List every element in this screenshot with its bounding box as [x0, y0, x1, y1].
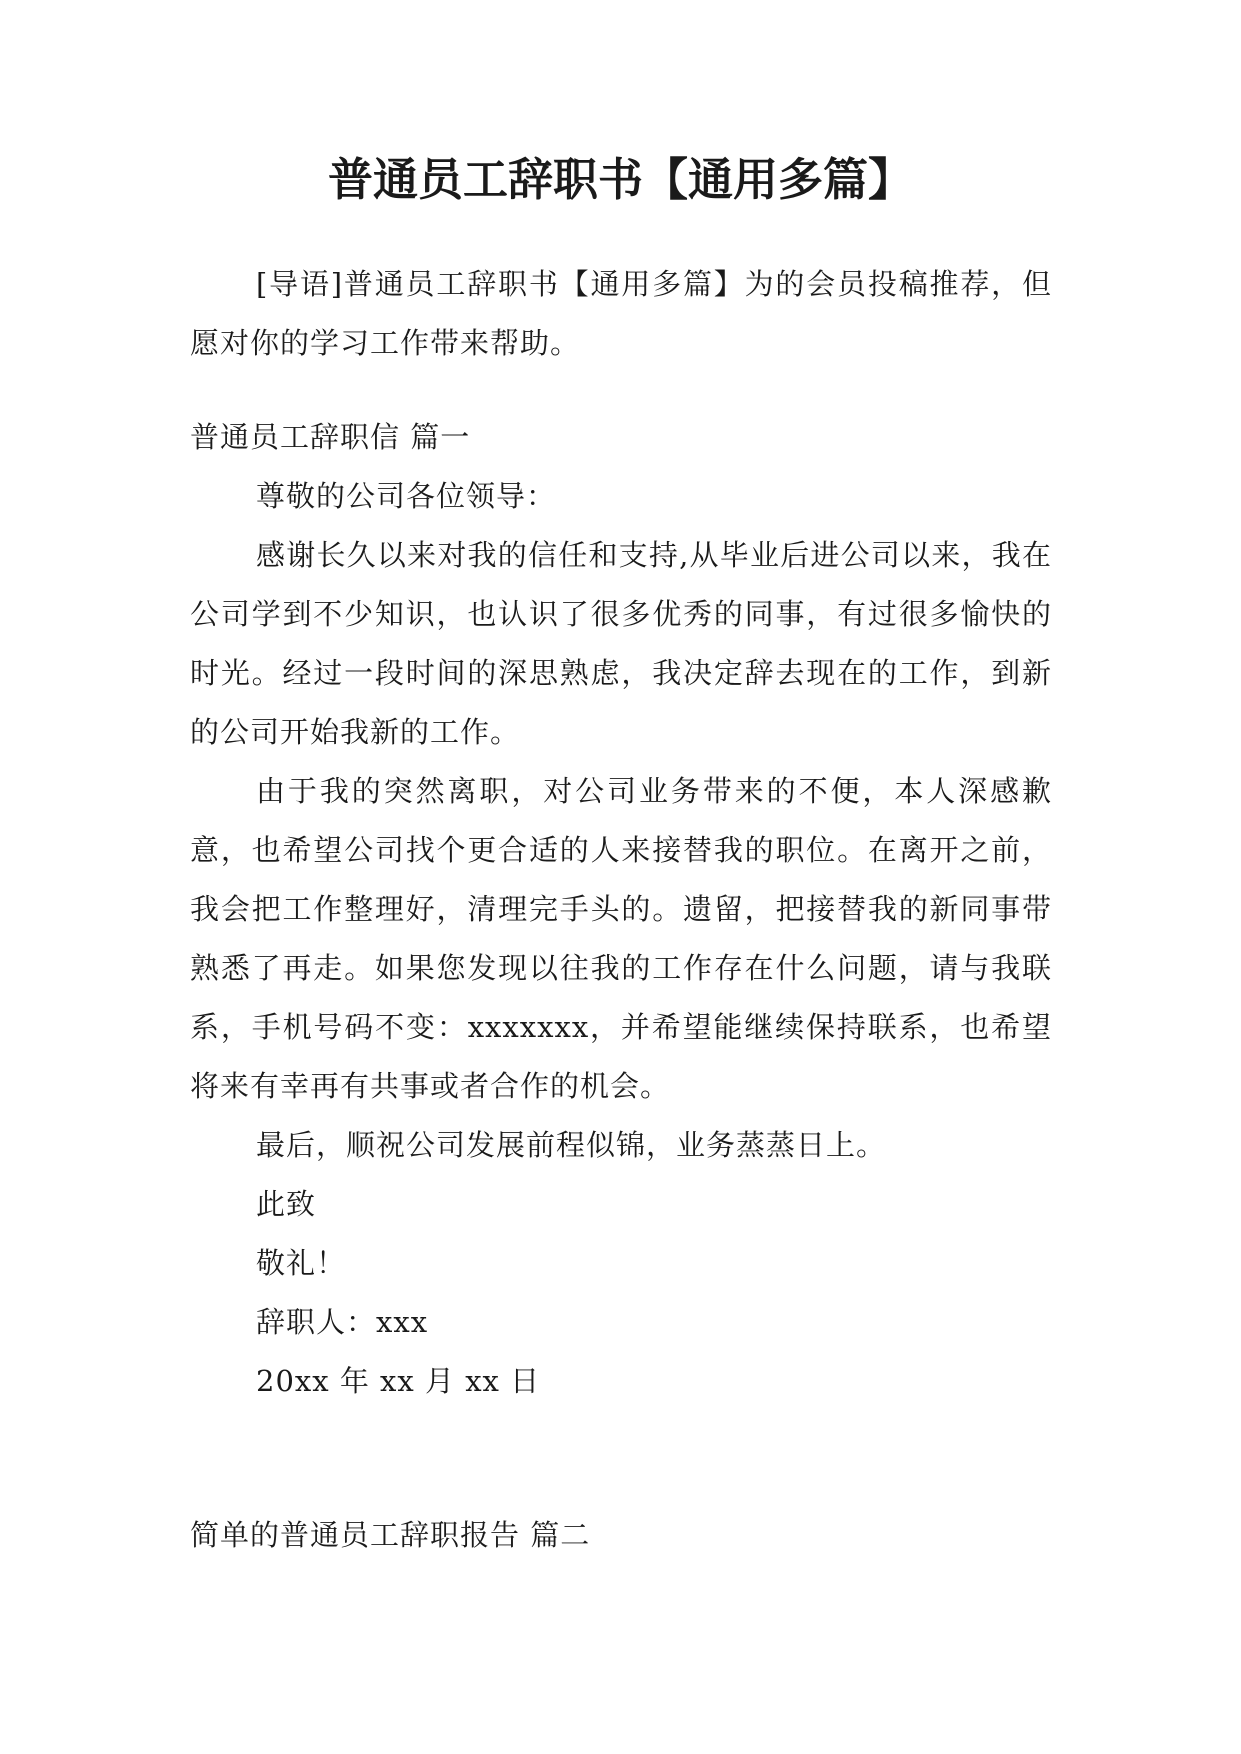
- body-paragraph-1: 感谢长久以来对我的信任和支持,从毕业后进公司以来，我在公司学到不少知识，也认识了很多优秀的同事，有过很多愉快的时光。经过一段时间的深思熟虑，我决定辞去现在的工作，到新的公司开始我新的工作。: [190, 538, 1052, 749]
- section-heading-2: 简单的普通员工辞职报告 篇二: [190, 1518, 591, 1552]
- closing-line-2: 敬礼！: [256, 1246, 347, 1280]
- body-paragraph-2: 由于我的突然离职，对公司业务带来的不便，本人深感歉意，也希望公司找个更合适的人来接替我的职位。在离开之前，我会把工作整理好，清理完手头的。遗留，把接替我的新同事带熟悉了再走。如果您发现以往我的工作存在什么问题，请与我联系，手机号码不变：xxxxxxx，并希望能继续保持联系，也希望将来有幸再有共事或者合作的机会。: [190, 774, 1052, 1103]
- signer: 辞职人：xxx: [256, 1305, 429, 1339]
- salutation: 尊敬的公司各位领导：: [256, 479, 557, 513]
- intro-paragraph: [导语]普通员工辞职书【通用多篇】为的会员投稿推荐，但愿对你的学习工作带来帮助。: [190, 267, 1052, 360]
- closing-wish: 最后，顺祝公司发展前程似锦，业务蒸蒸日上。: [256, 1128, 887, 1162]
- closing-line-1: 此致: [256, 1187, 317, 1221]
- date: 20xx 年 xx 月 xx 日: [256, 1364, 541, 1398]
- document-title: 普通员工辞职书【通用多篇】: [327, 153, 913, 206]
- section-heading-1: 普通员工辞职信 篇一: [190, 420, 471, 454]
